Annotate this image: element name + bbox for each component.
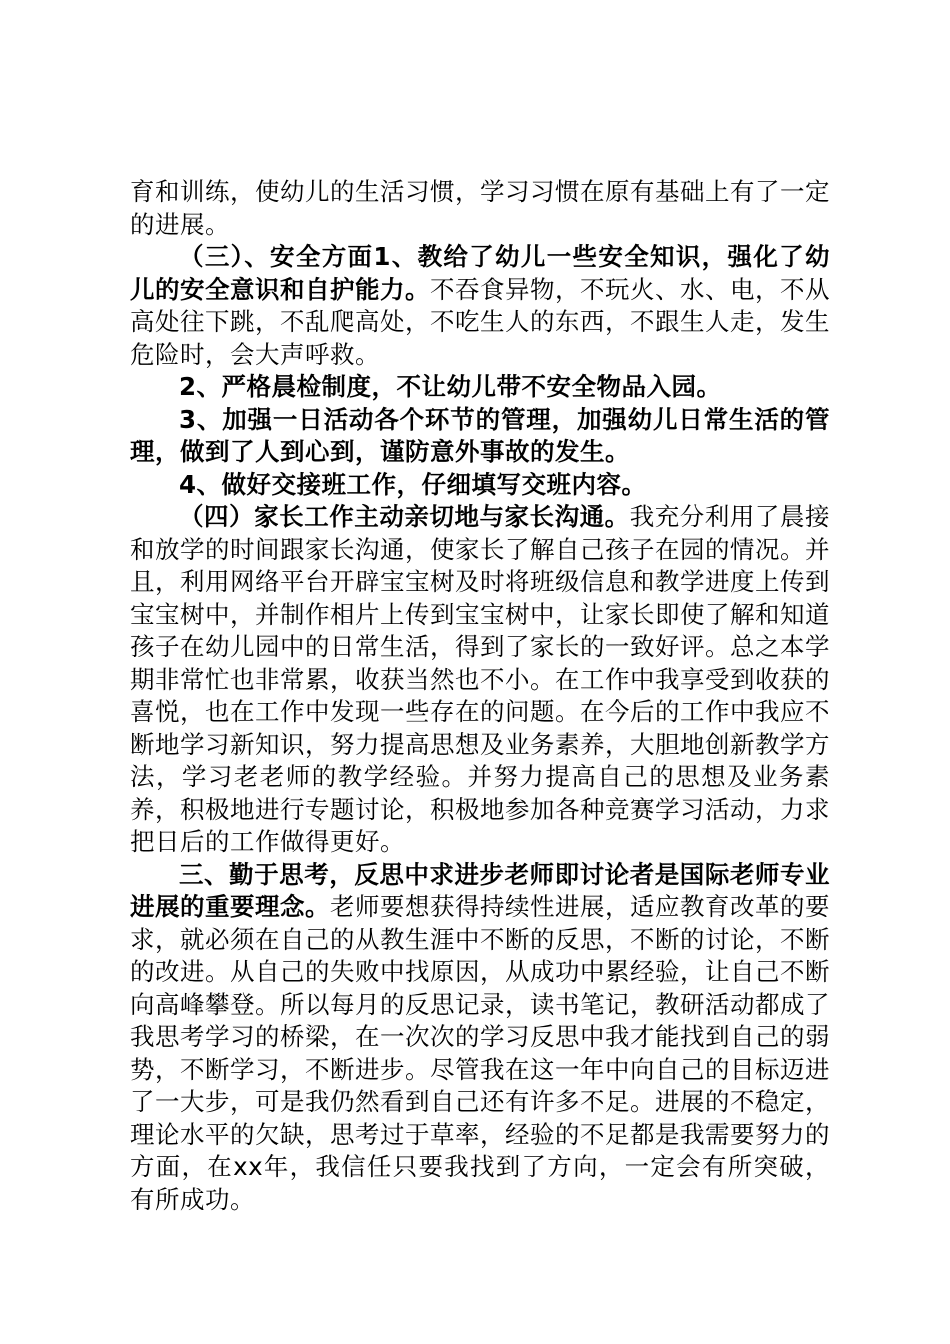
paragraph-safety bbox=[130, 241, 830, 371]
paragraph-heading: 三、勤于思考，反思中求进步老师即讨论者是国际老师专业进展的重要理念。 bbox=[130, 859, 830, 921]
paragraph-text: 老师要想获得持续性进展，适应教育改革的要求，就必须在自己的从教生涯中不断的反思，不断的讨论，不断的改进。从自己的失败中找原因，从成功中累经验，让自己不断向高峰攀登。所以每月的反思记录，读书笔记，教研活动都成了我思考学习的桥梁，在一次次的学习反思中我才能找到自己的弱势，不断学习，不断进步。尽管我在这一年中向自己的目标迈进了一大步，可是我仍然看到自己还有许多不足。进展的不稳定，理论水平的欠缺，思考过于草率，经验的不足都是我需要努力的方面，在xx年，我信任只要我找到了方向，一定会有所突破，有所成功。 bbox=[130, 892, 830, 1214]
paragraph-morning-check bbox=[130, 371, 830, 404]
paragraph-text: 育和训练，使幼儿的生活习惯，学习习惯在原有基础上有了一定的进展。 bbox=[130, 177, 830, 239]
document-body bbox=[130, 176, 830, 1216]
paragraph-daily-management bbox=[130, 404, 830, 469]
paragraph-heading: （三）、安全方面1、教给了幼儿一些安全知识，强化了幼儿的安全意识和自护能力。 bbox=[130, 242, 830, 304]
paragraph-text: 不吞食异物，不玩火、水、电，不从高处往下跳，不乱爬高处，不吃生人的东西，不跟生人走，发生危险时，会大声呼救。 bbox=[130, 274, 830, 369]
paragraph-shift-handover bbox=[130, 469, 830, 502]
paragraph-heading: 2、严格晨检制度，不让幼儿带不安全物品入园。 bbox=[179, 372, 722, 401]
paragraph-text: 我充分利用了晨接和放学的时间跟家长沟通，使家长了解自己孩子在园的情况。并且，利用网络平台开辟宝宝树及时将班级信息和教学进度上传到宝宝树中，并制作相片上传到宝宝树中，让家长即使了解和知道孩子在幼儿园中的日常生活，得到了家长的一致好评。总之本学期非常忙也非常累，收获当然也不小。在工作中我享受到收获的喜悦，也在工作中发现一些存在的问题。在今后的工作中我应不断地学习新知识，努力提高思想及业务素养，大胆地创新教学方法，学习老老师的教学经验。并努力提高自己的思想及业务素养，积极地进行专题讨论，积极地参加各种竞赛学习活动，力求把日后的工作做得更好。 bbox=[130, 502, 830, 856]
paragraph-training-progress bbox=[130, 176, 830, 241]
paragraph-heading: 3、加强一日活动各个环节的管理，加强幼儿日常生活的管理，做到了人到心到，谨防意外事故的发生。 bbox=[130, 404, 830, 466]
paragraph-parent-work bbox=[130, 501, 830, 859]
paragraph-reflection bbox=[130, 859, 830, 1217]
paragraph-heading: 4、做好交接班工作，仔细填写交班内容。 bbox=[179, 469, 647, 499]
paragraph-heading: （四）家长工作主动亲切地与家长沟通。 bbox=[179, 502, 630, 531]
